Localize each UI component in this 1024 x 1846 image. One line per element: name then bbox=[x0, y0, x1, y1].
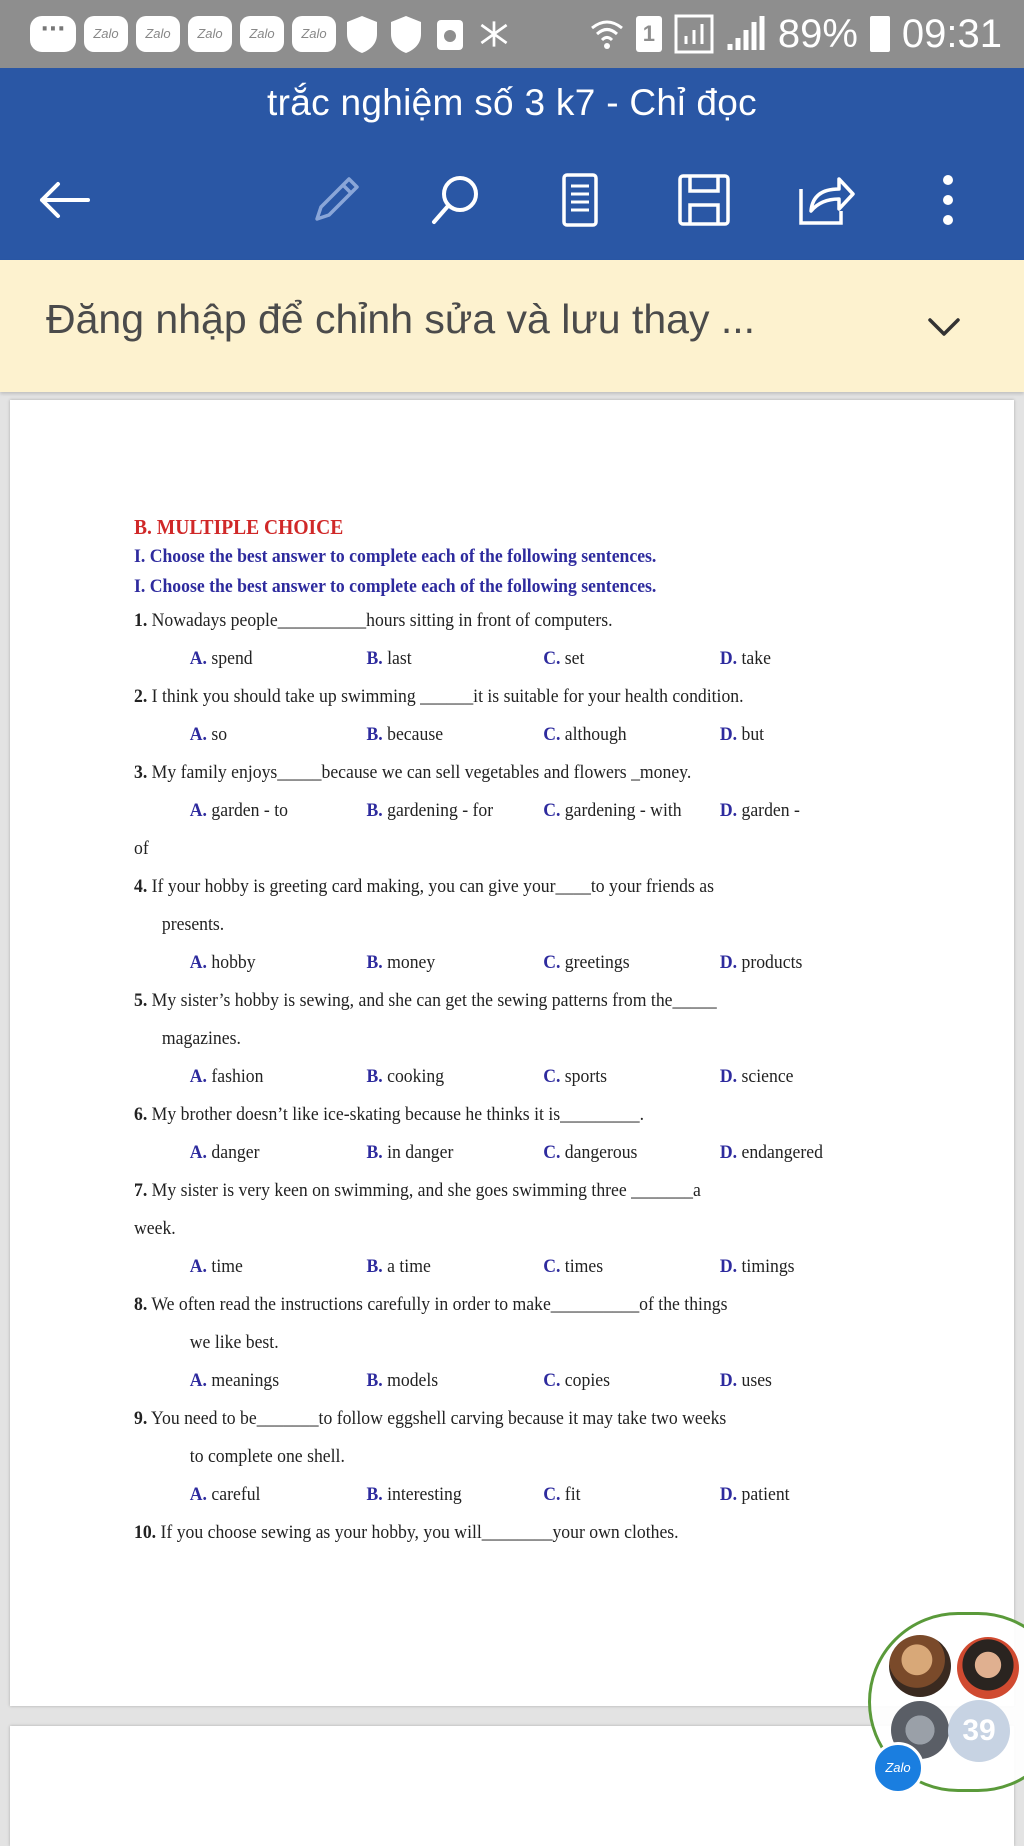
option-text: gardening - for bbox=[387, 800, 494, 821]
answer-option bbox=[543, 1476, 720, 1514]
question-number: 9. bbox=[134, 1408, 148, 1429]
answer-option bbox=[190, 640, 367, 678]
answer-options bbox=[134, 1058, 869, 1096]
chevron-down-icon[interactable] bbox=[922, 304, 966, 348]
option-text: in danger bbox=[387, 1142, 454, 1163]
option-text: danger bbox=[211, 1142, 260, 1163]
option-text: spend bbox=[211, 648, 253, 669]
option-letter: B. bbox=[366, 1370, 383, 1391]
option-text: money bbox=[387, 952, 436, 973]
option-letter: C. bbox=[543, 952, 561, 973]
question-continuation: we like best. bbox=[189, 1332, 279, 1353]
option-letter: A. bbox=[189, 1256, 207, 1277]
option-text: copies bbox=[564, 1370, 610, 1391]
option-text: fit bbox=[564, 1484, 581, 1505]
question-6 bbox=[134, 1096, 869, 1134]
option-text: cooking bbox=[387, 1066, 445, 1087]
answer-option bbox=[367, 1134, 544, 1172]
option-letter: C. bbox=[543, 724, 561, 745]
question-8 bbox=[134, 1286, 869, 1324]
question-text: I think you should take up swimming ______it is suitable for your health condition. bbox=[151, 686, 744, 707]
option-letter: A. bbox=[189, 724, 207, 745]
option-letter: A. bbox=[189, 1484, 207, 1505]
answer-option bbox=[720, 1248, 795, 1286]
option-letter: B. bbox=[366, 648, 383, 669]
option-text: a time bbox=[387, 1256, 431, 1277]
question-number: 8. bbox=[134, 1294, 148, 1315]
more-vert-icon bbox=[938, 172, 958, 228]
question-10 bbox=[134, 1514, 869, 1552]
option-text: interesting bbox=[387, 1484, 462, 1505]
question-number: 7. bbox=[134, 1180, 148, 1201]
answer-option bbox=[190, 716, 367, 754]
question-continuation: to complete one shell. bbox=[189, 1446, 345, 1467]
answer-option bbox=[367, 1476, 544, 1514]
option-letter: C. bbox=[543, 1256, 561, 1277]
answer-option bbox=[367, 1248, 544, 1286]
option-text: greetings bbox=[564, 952, 630, 973]
option-text: although bbox=[564, 724, 627, 745]
status-bar bbox=[0, 0, 1024, 68]
more-options-button[interactable] bbox=[912, 164, 984, 236]
reading-view-button[interactable] bbox=[544, 164, 616, 236]
share-button[interactable] bbox=[790, 164, 862, 236]
option-text: but bbox=[741, 724, 765, 745]
battery-icon bbox=[870, 16, 890, 52]
next-document-page[interactable] bbox=[10, 1726, 1014, 1846]
option-text: gardening - with bbox=[564, 800, 682, 821]
answer-option bbox=[190, 1476, 367, 1514]
wifi-icon bbox=[590, 16, 624, 52]
home-lock-icon bbox=[432, 14, 468, 54]
option-letter: B. bbox=[366, 1066, 383, 1087]
question-text: My brother doesn’t like ice-skating because he thinks it is_________. bbox=[151, 1104, 645, 1125]
pencil-icon bbox=[309, 173, 363, 227]
clock: 09:31 bbox=[901, 11, 1002, 56]
question-text: My family enjoys_____because we can sell vegetables and flowers _money. bbox=[151, 762, 692, 783]
answer-option bbox=[543, 1134, 720, 1172]
answer-option bbox=[720, 1362, 772, 1400]
sign-in-banner[interactable] bbox=[0, 260, 1024, 392]
option-letter: A. bbox=[189, 1066, 207, 1087]
shield-icon bbox=[388, 14, 424, 54]
option-letter: A. bbox=[189, 1370, 207, 1391]
question-number: 6. bbox=[134, 1104, 148, 1125]
answer-option bbox=[367, 640, 544, 678]
option-letter: D. bbox=[719, 1142, 738, 1163]
option-text: sports bbox=[564, 1066, 608, 1087]
answer-option bbox=[720, 716, 764, 754]
shield-icon bbox=[344, 14, 380, 54]
answer-option bbox=[720, 1134, 823, 1172]
option-text: hobby bbox=[211, 952, 256, 973]
option-text: models bbox=[387, 1370, 439, 1391]
answer-options bbox=[134, 1134, 869, 1172]
option-letter: B. bbox=[366, 800, 383, 821]
option-letter: B. bbox=[366, 952, 383, 973]
question-number: 4. bbox=[134, 876, 148, 897]
option-letter: B. bbox=[366, 1256, 383, 1277]
option-letter: D. bbox=[719, 1484, 738, 1505]
option-letter: D. bbox=[719, 648, 738, 669]
answer-option bbox=[190, 792, 367, 830]
question-number: 3. bbox=[134, 762, 148, 783]
question-text: If your hobby is greeting card making, you can give your____to your friends as bbox=[151, 876, 715, 897]
option-text: time bbox=[211, 1256, 243, 1277]
option-text: fashion bbox=[211, 1066, 264, 1087]
question-continuation: of bbox=[134, 838, 149, 859]
messages-icon: ··· bbox=[30, 16, 76, 52]
share-icon bbox=[797, 173, 855, 227]
answer-option bbox=[720, 640, 771, 678]
question-4 bbox=[134, 868, 869, 906]
answer-option bbox=[190, 1134, 367, 1172]
answer-option bbox=[720, 1476, 790, 1514]
option-text: science bbox=[741, 1066, 794, 1087]
question-3 bbox=[134, 754, 869, 792]
question-9 bbox=[134, 1400, 869, 1438]
document-page[interactable] bbox=[10, 400, 1014, 1706]
answer-option bbox=[543, 716, 720, 754]
answer-options bbox=[134, 1476, 869, 1514]
question-7 bbox=[134, 1172, 869, 1210]
document-content bbox=[134, 512, 869, 1552]
question-number: 2. bbox=[134, 686, 148, 707]
zalo-notification-icon: Zalo bbox=[136, 16, 180, 52]
answer-options bbox=[134, 1362, 869, 1400]
answer-options bbox=[134, 1248, 869, 1286]
question-continuation: magazines. bbox=[161, 1028, 241, 1049]
option-text: garden - to bbox=[211, 800, 288, 821]
option-text: endangered bbox=[741, 1142, 823, 1163]
avatar bbox=[957, 1637, 1019, 1699]
question-number: 1. bbox=[134, 610, 148, 631]
instruction-line: I. Choose the best answer to complete each of the following sentences. bbox=[134, 546, 657, 567]
answer-option bbox=[543, 1248, 720, 1286]
option-text: because bbox=[387, 724, 444, 745]
option-text: so bbox=[211, 724, 228, 745]
answer-option bbox=[720, 792, 800, 830]
question-text: We often read the instructions carefully in order to make__________of the things bbox=[151, 1294, 728, 1315]
question-text: If you choose sewing as your hobby, you will________your own clothes. bbox=[160, 1522, 679, 1543]
option-letter: C. bbox=[543, 1142, 561, 1163]
reading-view-icon bbox=[560, 172, 600, 228]
app-header bbox=[0, 68, 1024, 260]
answer-options bbox=[134, 944, 869, 982]
option-text: set bbox=[564, 648, 585, 669]
answer-option bbox=[367, 944, 544, 982]
option-letter: D. bbox=[719, 1370, 738, 1391]
option-letter: D. bbox=[719, 1066, 738, 1087]
answer-options bbox=[134, 716, 869, 754]
document-title: trắc nghiệm số 3 k7 - Chỉ đọc bbox=[267, 82, 757, 123]
question-text: You need to be_______to follow eggshell carving because it may take two weeks bbox=[151, 1408, 727, 1429]
question-text: My sister is very keen on swimming, and she goes swimming three _______a bbox=[151, 1180, 701, 1201]
option-letter: C. bbox=[543, 1066, 561, 1087]
option-letter: B. bbox=[366, 1142, 383, 1163]
question-list bbox=[134, 602, 869, 1552]
answer-option bbox=[190, 944, 367, 982]
zalo-notification-icon: Zalo bbox=[292, 16, 336, 52]
option-letter: A. bbox=[189, 648, 207, 669]
question-continuation: week. bbox=[134, 1218, 176, 1239]
option-text: times bbox=[564, 1256, 604, 1277]
answer-option bbox=[190, 1248, 367, 1286]
question-continuation: presents. bbox=[161, 914, 225, 935]
question-number: 10. bbox=[134, 1522, 157, 1543]
notification-icons bbox=[30, 14, 512, 54]
option-text: products bbox=[741, 952, 803, 973]
back-arrow-icon bbox=[36, 180, 92, 220]
option-letter: B. bbox=[366, 724, 383, 745]
option-letter: C. bbox=[543, 1484, 561, 1505]
option-text: take bbox=[741, 648, 771, 669]
answer-option bbox=[367, 716, 544, 754]
save-button[interactable] bbox=[668, 164, 740, 236]
answer-options bbox=[134, 792, 869, 830]
search-icon bbox=[428, 172, 484, 228]
answer-option bbox=[367, 1058, 544, 1096]
option-letter: C. bbox=[543, 648, 561, 669]
banner-message: Đăng nhập để chỉnh sửa và lưu thay ... bbox=[46, 296, 756, 342]
option-letter: D. bbox=[719, 800, 738, 821]
search-button[interactable] bbox=[420, 164, 492, 236]
save-icon bbox=[677, 173, 731, 227]
question-text: My sister’s hobby is sewing, and she can get the sewing patterns from the_____ bbox=[151, 990, 717, 1011]
section-title: B. MULTIPLE CHOICE bbox=[134, 515, 344, 539]
option-text: uses bbox=[741, 1370, 772, 1391]
option-letter: C. bbox=[543, 800, 561, 821]
option-letter: A. bbox=[189, 1142, 207, 1163]
option-text: patient bbox=[741, 1484, 790, 1505]
avatar bbox=[889, 1635, 951, 1697]
option-letter: D. bbox=[719, 952, 738, 973]
answer-option bbox=[543, 1362, 720, 1400]
answer-option bbox=[543, 792, 720, 830]
answer-option bbox=[367, 1362, 544, 1400]
answer-option bbox=[367, 792, 544, 830]
question-number: 5. bbox=[134, 990, 148, 1011]
answer-option bbox=[190, 1058, 367, 1096]
zalo-app-badge: Zalo bbox=[872, 1742, 924, 1794]
question-1 bbox=[134, 602, 869, 640]
answer-option bbox=[720, 1058, 794, 1096]
instruction-line: I. Choose the best answer to complete each of the following sentences. bbox=[134, 576, 657, 597]
option-text: timings bbox=[741, 1256, 795, 1277]
option-text: last bbox=[387, 648, 412, 669]
signal-strength-icon bbox=[726, 14, 766, 54]
unread-count-badge: 39 bbox=[948, 1700, 1010, 1762]
option-text: dangerous bbox=[564, 1142, 638, 1163]
answer-option bbox=[543, 944, 720, 982]
option-letter: A. bbox=[189, 952, 207, 973]
answer-options bbox=[134, 640, 869, 678]
option-letter: B. bbox=[366, 1484, 383, 1505]
option-text: garden - bbox=[741, 800, 800, 821]
question-2 bbox=[134, 678, 869, 716]
answer-option bbox=[543, 640, 720, 678]
option-text: meanings bbox=[211, 1370, 280, 1391]
answer-option bbox=[720, 944, 802, 982]
nfc-icon bbox=[476, 14, 512, 54]
zalo-notification-icon: Zalo bbox=[240, 16, 284, 52]
data-signal-icon bbox=[674, 14, 714, 54]
option-letter: D. bbox=[719, 724, 738, 745]
answer-option bbox=[543, 1058, 720, 1096]
option-letter: D. bbox=[719, 1256, 738, 1277]
answer-option bbox=[190, 1362, 367, 1400]
back-button[interactable] bbox=[28, 164, 100, 236]
edit-button[interactable] bbox=[300, 164, 372, 236]
question-5 bbox=[134, 982, 869, 1020]
battery-percent: 89% bbox=[777, 11, 858, 56]
question-text: Nowadays people__________hours sitting in front of computers. bbox=[151, 610, 613, 631]
option-letter: A. bbox=[189, 800, 207, 821]
option-letter: C. bbox=[543, 1370, 561, 1391]
option-text: careful bbox=[211, 1484, 261, 1505]
sim-slot-icon: 1 bbox=[636, 16, 662, 52]
zalo-notification-icon: Zalo bbox=[84, 16, 128, 52]
zalo-notification-icon: Zalo bbox=[188, 16, 232, 52]
